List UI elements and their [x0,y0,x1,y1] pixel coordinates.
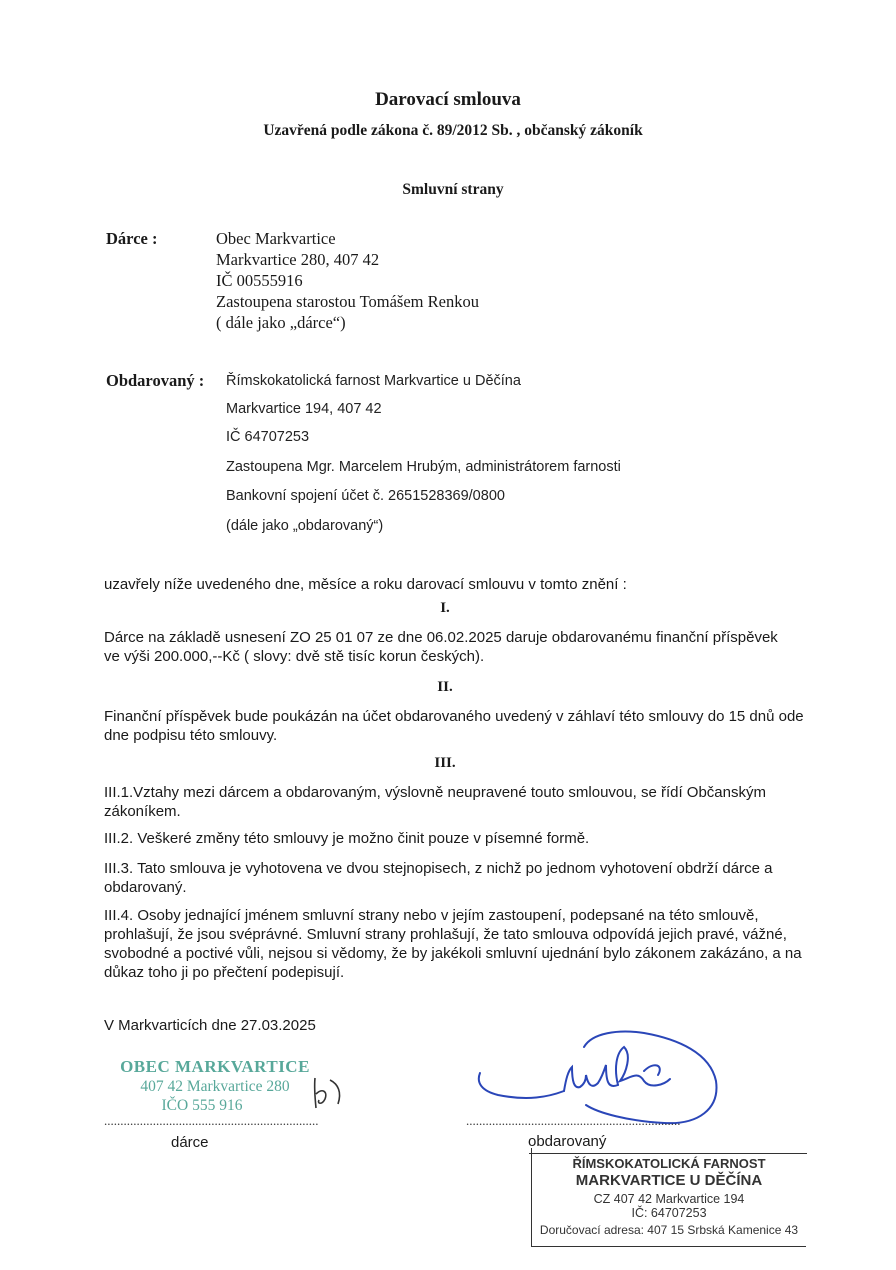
section-1-heading: I. [440,600,450,616]
donor-name: Obec Markvartice [216,229,336,248]
recipient-represented: Zastoupena Mgr. Marcelem Hrubým, administrátorem farnosti [226,459,621,475]
donor-ico: IČ 00555916 [216,271,303,290]
stamp-obec [110,1057,320,1115]
stamp-farnost-line3: CZ 407 42 Markvartice 194 [593,1192,745,1206]
document-subtitle: Uzavřená podle zákona č. 89/2012 Sb. , občanský zákoník [263,122,643,139]
recipient-signature [468,1025,728,1125]
section-3-p1: III.1.Vztahy mezi dárcem a obdarovaným, výslovně neupravené touto smlouvou, se řídí Občanským zákoníkem. [104,784,766,820]
stamp-obec-line3: IČO 555 916 [161,1097,243,1114]
stamp-farnost-line4: IČ: 64707253 [631,1206,707,1220]
section-2-heading: II. [437,679,453,695]
recipient-label: Obdarovaný : [106,371,205,390]
recipient-signature-line: .................................................................. [466,1113,681,1128]
stamp-obec-line1: OBEC MARKVARTICE [120,1057,310,1076]
stamp-farnost [531,1148,806,1247]
section-3-p3: III.3. Tato smlouva je vyhotovena ve dvou stejnopisech, z nichž po jednom vyhotovení obdrží dárce a obdarovaný. [104,860,773,896]
donor-label: Dárce : [106,229,158,248]
section-3-p2: III.2. Veškeré změny této smlouvy je možno činit pouze v písemné formě. [104,830,590,847]
recipient-ico: IČ 64707253 [226,429,310,445]
stamp-farnost-line1: ŘÍMSKOKATOLICKÁ FARNOST [572,1156,766,1171]
recipient-alias: (dále jako „obdarovaný“) [226,518,384,534]
section-3-heading: III. [434,755,456,771]
recipient-address: Markvartice 194, 407 42 [226,401,382,417]
recipient-sign-label: obdarovaný [528,1133,607,1150]
intro-text: uzavřely níže uvedeného dne, měsíce a roku darovací smlouvu v tomto znění : [104,576,627,593]
recipient-bank: Bankovní spojení účet č. 2651528369/0800 [226,488,505,504]
stamp-farnost-line5: Doručovací adresa: 407 15 Srbská Kamenice 43 [539,1223,799,1237]
donor-address: Markvartice 280, 407 42 [216,250,380,269]
section-1-text: Dárce na základě usnesení ZO 25 01 07 ze dne 06.02.2025 daruje obdarovanému finanční příspěvek ve výši 200.000,--Kč ( slovy: dvě stě tisíc korun českých). [104,629,778,665]
donor-signature [308,1074,348,1112]
document-title: Darovací smlouva [375,89,521,110]
parties-heading: Smluvní strany [402,181,504,198]
donor-represented: Zastoupena starostou Tomášem Renkou [216,292,479,311]
section-3-p4: III.4. Osoby jednající jménem smluvní strany nebo v jejím zastoupení, podepsané na této smlouvě, prohlašují, že jsou svéprávné. Smluvní strany prohlašují, že tato smlouva odpovídá jejich pravé, vážné, svobodné a poctivé vůli, nejsou si vědomy, že by jakékoli smluvní ujednání bylo zákonem zakázáno, a na důkaz toho ji po přečtení podepisují. [104,907,802,981]
stamp-obec-line2: 407 42 Markvartice 280 [140,1078,290,1095]
donor-sign-label: dárce [171,1134,209,1151]
donor-alias: ( dále jako „dárce“) [216,313,346,332]
section-2-text: Finanční příspěvek bude poukázán na účet obdarovaného uvedený v záhlaví této smlouvy do 15 dnů ode dne podpisu této smlouvy. [104,708,804,744]
place-date: V Markvarticích dne 27.03.2025 [104,1017,316,1034]
donor-signature-line: .................................................................. [104,1113,319,1128]
recipient-name: Římskokatolická farnost Markvartice u Děčína [226,373,521,389]
stamp-farnost-line2: MARKVARTICE U DĚČÍNA [575,1172,763,1189]
